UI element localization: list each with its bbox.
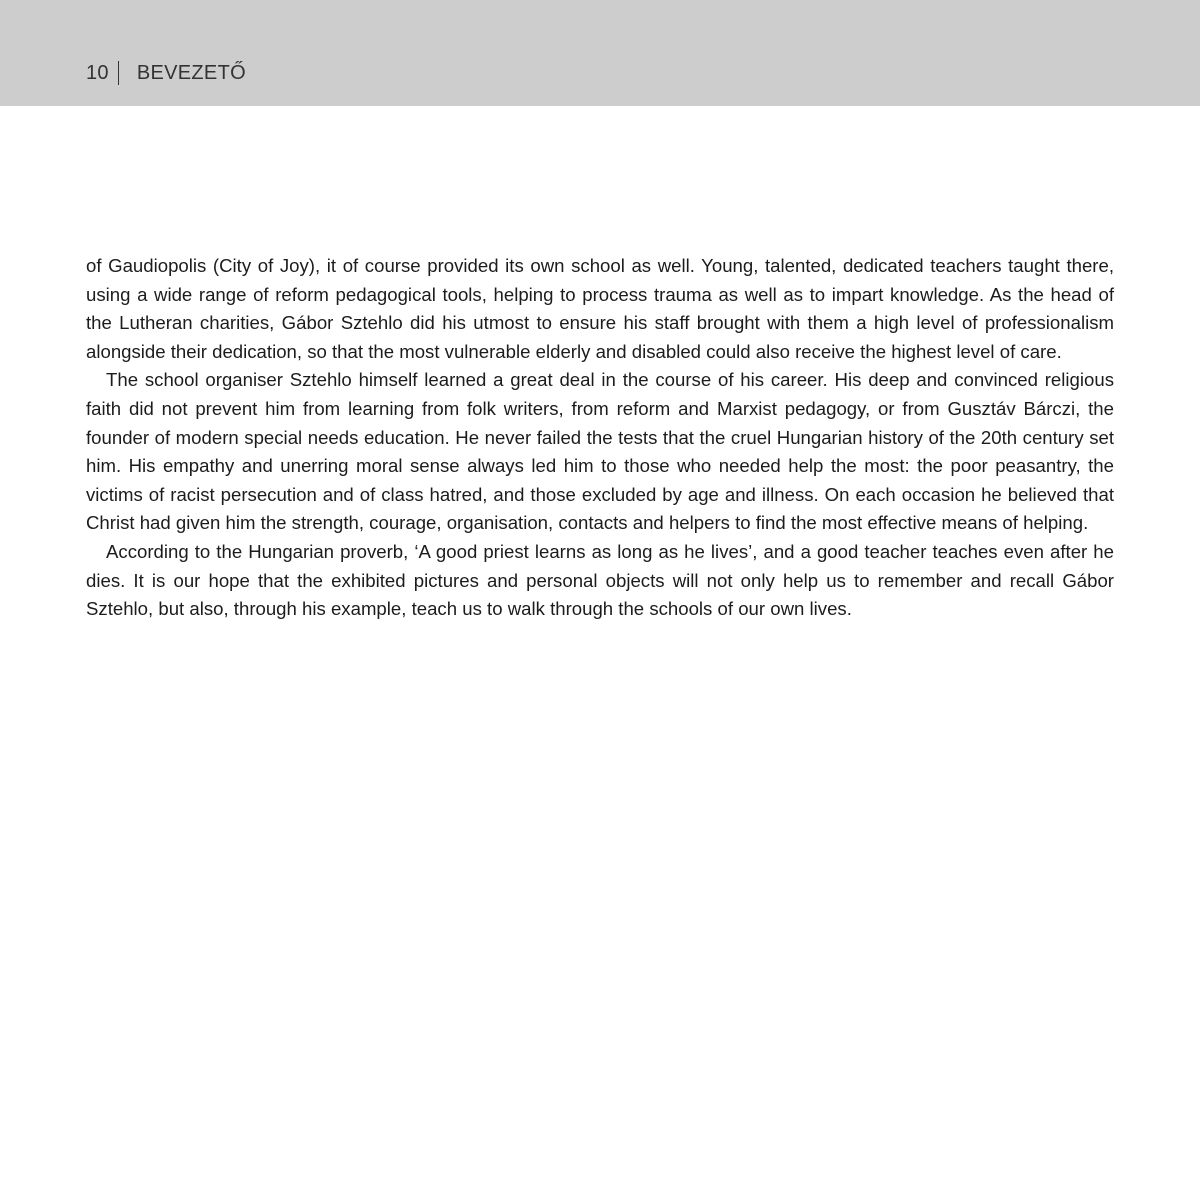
body-text (86, 252, 1114, 624)
header-band (0, 0, 1200, 106)
paragraph-2: The school organiser Sztehlo himself learned a great deal in the course of his career. His deep and convinced religious faith did not prevent him from learning from folk writers, from reform and Marxist pedagogy, or from Gusztáv Bárczi, the founder of modern special needs education. He never failed the tests that the cruel Hungarian history of the 20th century set him. His empathy and unerring moral sense always led him to those who needed help the most: the poor peasantry, the victims of racist persecution and of class hatred, and those excluded by age and illness. On each occasion he believed that Christ had given him the strength, courage, organisation, contacts and helpers to find the most effective means of helping. (86, 369, 1114, 534)
page-number: 10 (86, 61, 109, 84)
paragraph-1: of Gaudiopolis (City of Joy), it of course provided its own school as well. Young, talented, dedicated teachers taught there, using a wide range of reform pedagogical tools, helping to process trauma as well as to impart knowledge. As the head of the Lutheran charities, Gábor Sztehlo did his utmost to ensure his staff brought with them a high level of professionalism alongside their dedication, so that the most vulnerable elderly and disabled could also receive the highest level of care. (86, 255, 1114, 362)
running-head (86, 61, 246, 85)
section-title: BEVEZETŐ (136, 61, 246, 84)
header-divider (118, 61, 119, 85)
paragraph-3: According to the Hungarian proverb, ‘A good priest learns as long as he lives’, and a good teacher teaches even after he dies. It is our hope that the exhibited pictures and personal objects will not only help us to remember and recall Gábor Sztehlo, but also, through his example, teach us to walk through the schools of our own lives. (86, 540, 1114, 620)
